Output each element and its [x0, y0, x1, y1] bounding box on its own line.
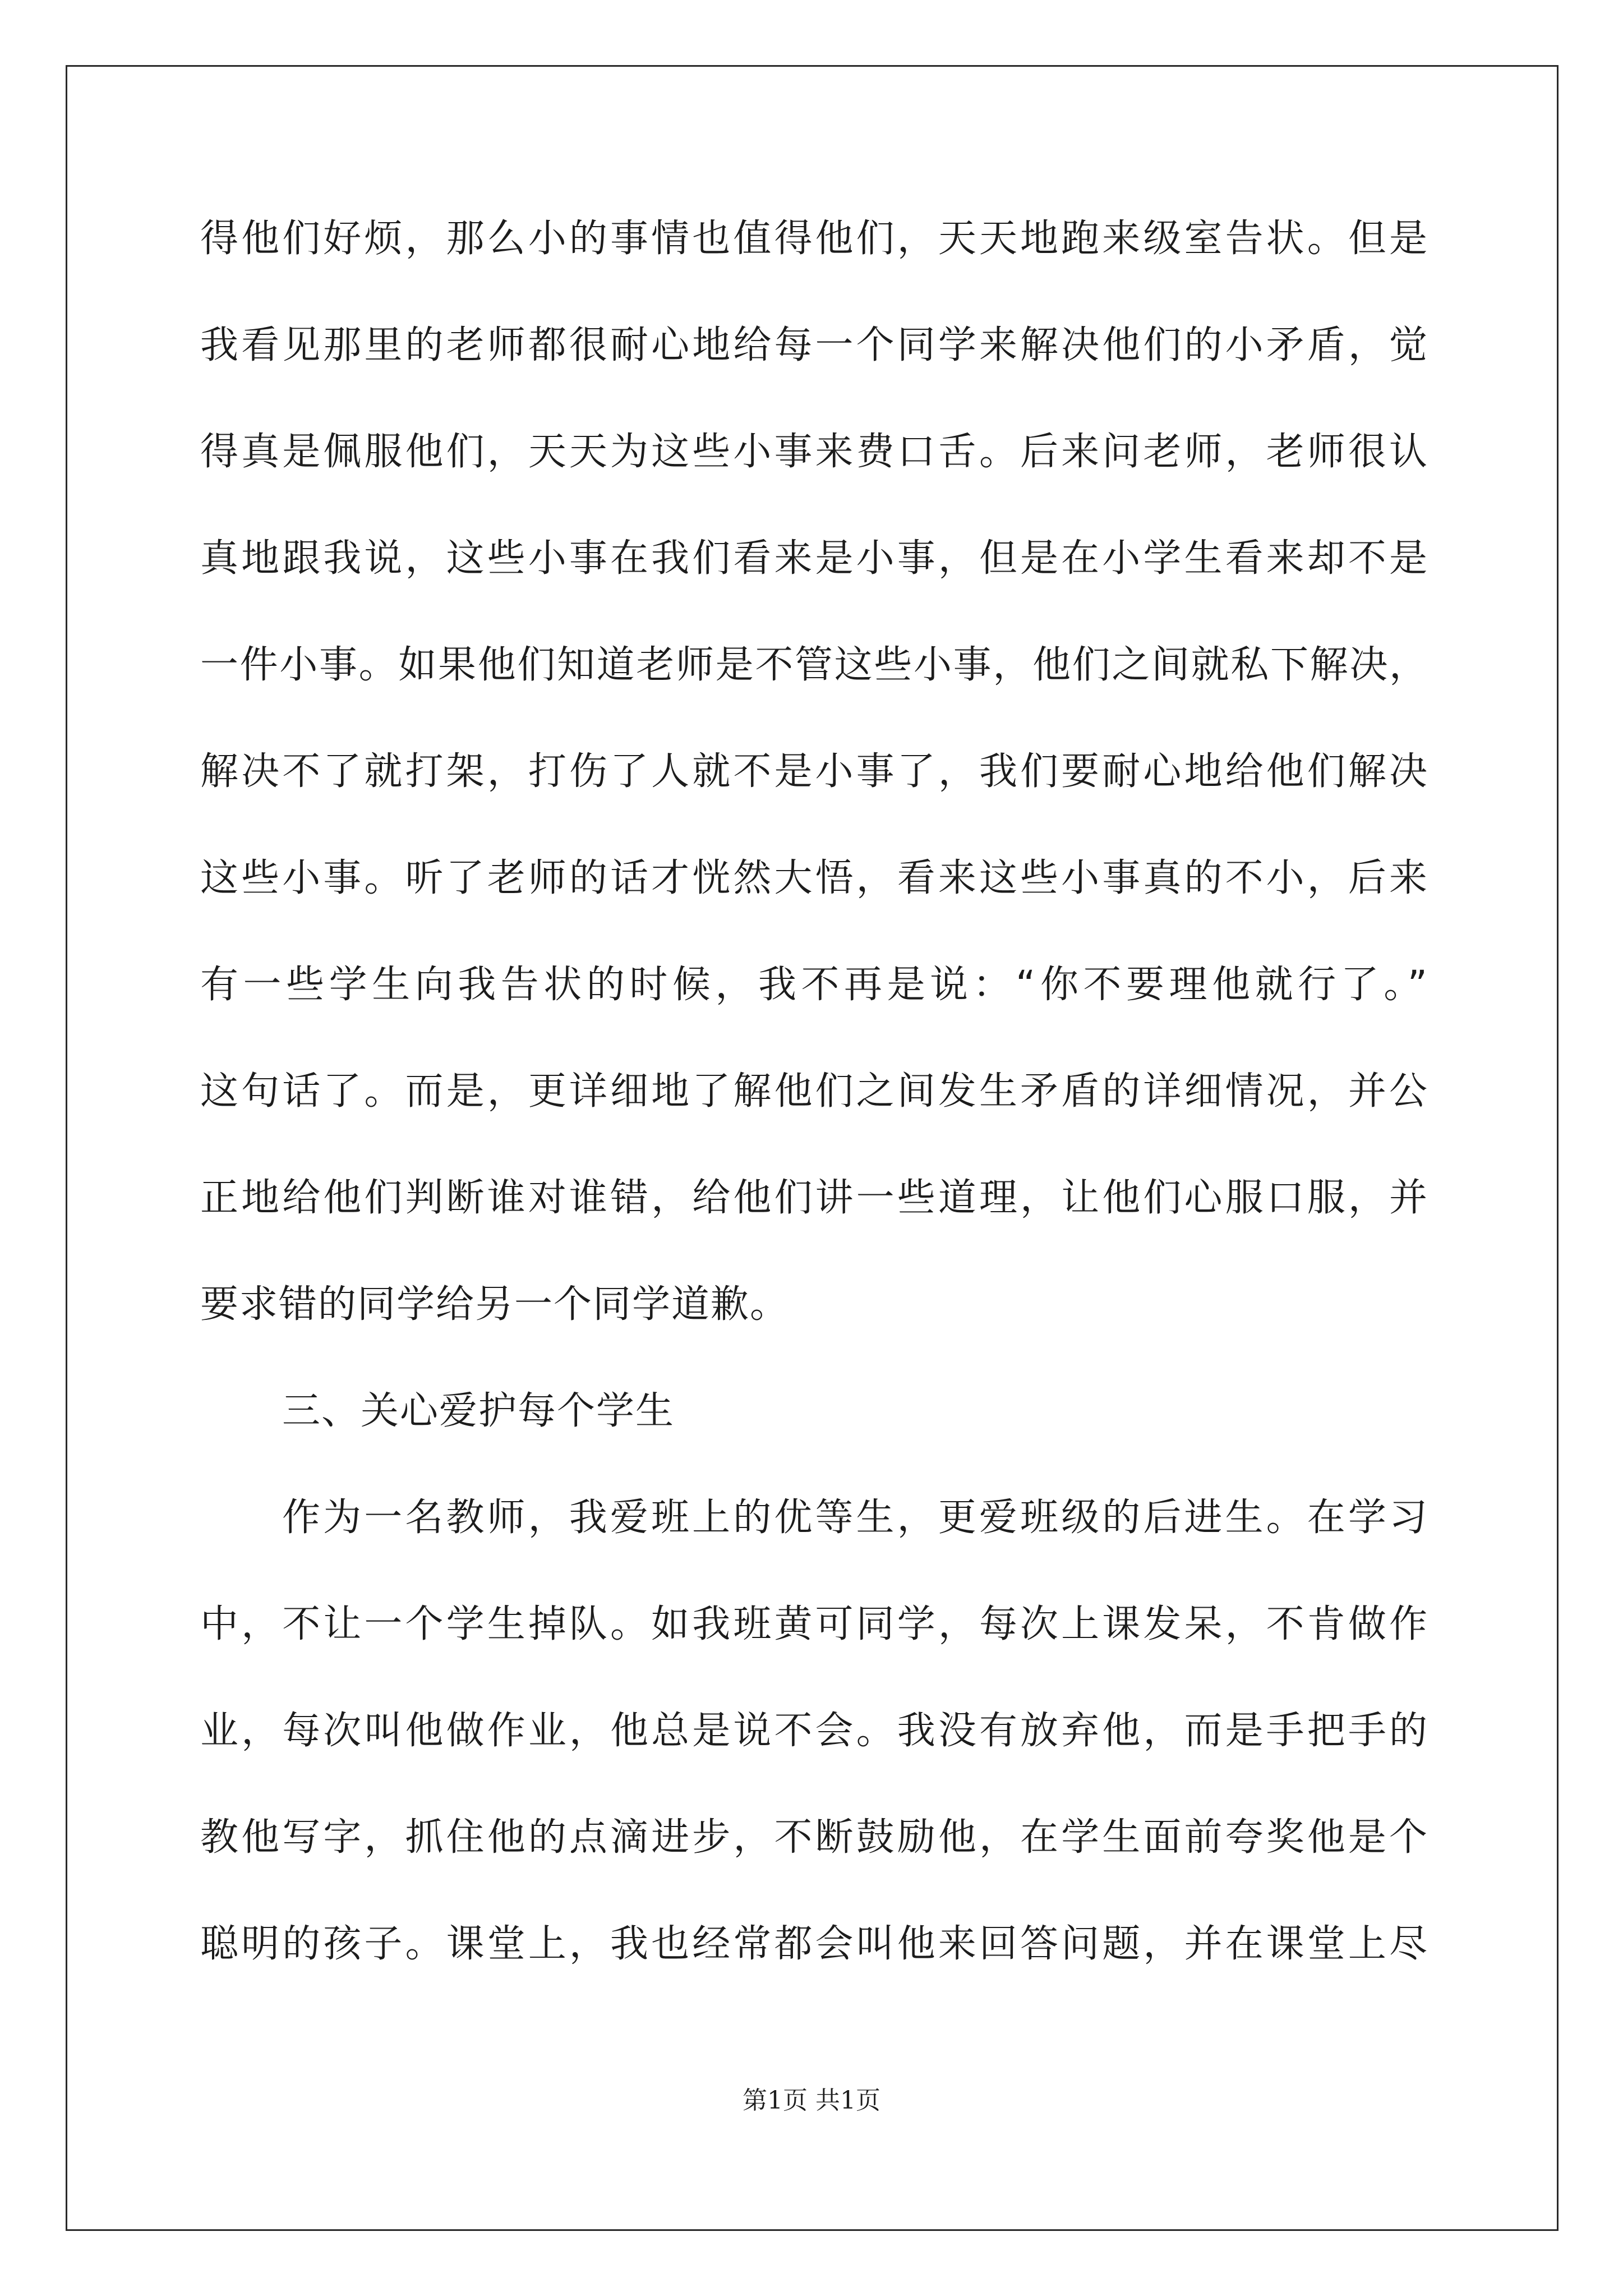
body-line: 要求错的同学给另一个同学道歉。: [200, 1282, 790, 1327]
body-line: 一件小事。如果他们知道老师是不管这些小事，他们之间就私下解决，: [200, 643, 1428, 687]
body-line: 教他写字，抓住他的点滴进步，不断鼓励他，在学生面前夸奖他是个: [200, 1815, 1428, 1860]
body-line: 真地跟我说，这些小事在我们看来是小事，但是在小学生看来却不是: [200, 536, 1428, 581]
page-border: [66, 65, 1559, 2231]
body-line: 聪明的孩子。课堂上，我也经常都会叫他来回答问题，并在课堂上尽: [200, 1922, 1428, 1966]
body-line: 解决不了就打架，打伤了人就不是小事了，我们要耐心地给他们解决: [200, 749, 1428, 794]
body-line: 这些小事。听了老师的话才恍然大悟，看来这些小事真的不小，后来: [200, 856, 1428, 900]
body-line: 业，每次叫他做作业，他总是说不会。我没有放弃他，而是手把手的: [200, 1709, 1428, 1753]
body-line: 这句话了。而是，更详细地了解他们之间发生矛盾的详细情况，并公: [200, 1069, 1428, 1114]
page-footer: 第1页 共1页: [743, 2086, 880, 2115]
body-line: 我看见那里的老师都很耐心地给每一个同学来解决他们的小矛盾，觉: [200, 323, 1428, 367]
body-line: 得他们好烦，那么小的事情也值得他们，天天地跑来级室告状。但是: [200, 217, 1428, 261]
body-line: 有一些学生向我告状的时候，我不再是说：“你不要理他就行了。”: [200, 963, 1428, 1007]
body-line: 中，不让一个学生掉队。如我班黄可同学，每次上课发呆，不肯做作: [200, 1602, 1428, 1646]
section-heading: 三、关心爱护每个学生: [282, 1389, 675, 1433]
body-line: 正地给他们判断谁对谁错，给他们讲一些道理，让他们心服口服，并: [200, 1176, 1428, 1220]
body-line: 得真是佩服他们，天天为这些小事来费口舌。后来问老师，老师很认: [200, 430, 1428, 474]
body-line: 作为一名教师，我爱班上的优等生，更爱班级的后进生。在学习: [282, 1496, 1428, 1540]
